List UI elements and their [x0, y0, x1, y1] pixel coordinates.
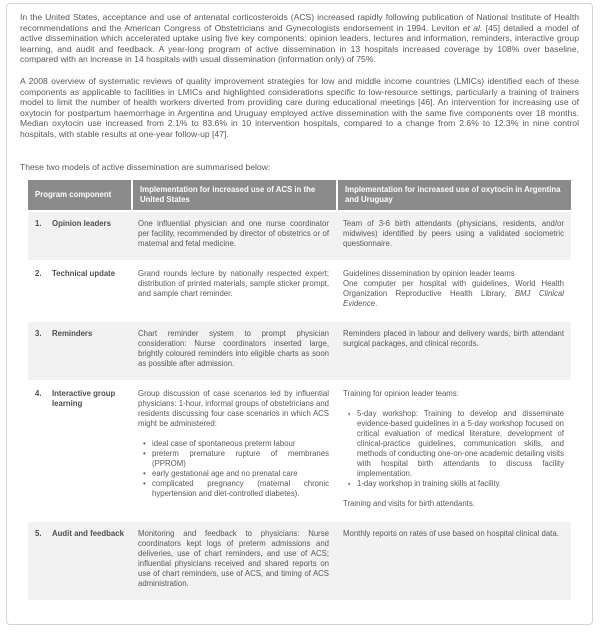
cell-paragraph [343, 329, 564, 349]
intro-paragraph-1 [20, 12, 579, 65]
text: [45] detailed a model of active dissemination which accelerated uptake using five key components: opinion leaders, lectures and information, reminders, interactive group learning, and audit and feedback. A year-long program of active dissemination in 13 hospitals increased coverage by 108% over baseline, compared with an increase in 14 hospitals with usual dissemination (information only) of 75%. [20, 22, 579, 65]
text: Team of 3-6 birth attendants (physicians, residents, and/or midwives) identified by peers using a validated sociometric questionnaire. [343, 219, 564, 249]
text: early gestational age and no prenatal care [152, 469, 298, 479]
bullet-item [143, 479, 329, 499]
text: preterm premature rupture of membranes (PPROM) [152, 449, 329, 469]
cell-program-component [28, 262, 131, 320]
cell-oxytocin-implementation [336, 212, 571, 260]
cell-us-implementation [131, 522, 336, 600]
text: Chart reminder system to prompt physician consideration: Nurse coordinators inserted large, brightly coloured reminders into eligible charts as soon as possible after admission. [138, 329, 329, 369]
text: Group discussion of case scenarios led by influential physicians: 1-hour, informal groups of obstetricians and residents discussing four case scenarios in which ACS might be administered: [138, 389, 329, 429]
cell-us-implementation [131, 212, 336, 260]
component-label: Interactive group learning [52, 389, 116, 409]
cell-paragraph [343, 499, 564, 509]
intro-paragraph-2 [20, 76, 579, 140]
row-number: 4. [35, 389, 42, 399]
italic-text: BMJ Clinical Evidence [343, 289, 564, 309]
cell-us-implementation [131, 262, 336, 320]
text: Monitoring and feedback to physicians: Nurse coordinators kept logs of preterm admissions and deliveries, use of chart reminders, and use of ACS; influential physicians received and shared reports on use of chart reminders, use of ACS, and timing of ACS administration. [138, 529, 329, 589]
cell-paragraph [343, 279, 564, 309]
cell-paragraph [138, 529, 329, 589]
text: Guidelines dissemination by opinion leader teams [343, 269, 515, 279]
component-label: Audit and feedback [52, 529, 124, 539]
text: complicated pregnancy (maternal chronic hypertension and diet-controlled diabetes). [152, 479, 329, 499]
cell-us-implementation [131, 382, 336, 520]
bullet-list [138, 439, 329, 499]
spacer [343, 399, 564, 409]
table-header-row [28, 180, 571, 210]
text: Monthly reports on rates of use based on hospital clinical data. [343, 529, 559, 539]
table-body [28, 210, 571, 600]
bullet-item [348, 479, 564, 489]
cell-program-component [28, 212, 131, 260]
text: . [375, 299, 378, 309]
italic-text: et al. [462, 22, 483, 33]
header-program-component [28, 180, 131, 210]
cell-paragraph [343, 389, 564, 399]
row-number: 5. [35, 529, 42, 539]
cell-program-component [28, 322, 131, 380]
bullet-item [143, 439, 329, 449]
table-lead-in [20, 162, 579, 173]
cell-paragraph [343, 269, 564, 279]
component-label: Technical update [52, 269, 116, 279]
cell-oxytocin-implementation [336, 382, 571, 520]
table-row-2 [28, 260, 571, 320]
text: These two models of active dissemination are summarised below: [20, 161, 271, 172]
text: In the United States, acceptance and use of antenatal corticosteroids (ACS) increased rapidly following publication of National Institute of Health recommendations and the American Congress of Obstetricians and Gynecologists endorsement in 1994. Leviton [20, 12, 579, 33]
bullet-item [143, 469, 329, 479]
bullet-item [348, 409, 564, 479]
text: Grand rounds lecture by nationally respected expert; distribution of printed materials, sample sticker prompt, and sample chart reminder. [138, 269, 329, 299]
text: 5-day workshop: Training to develop and disseminate evidence-based guidelines in a 5-day workshop focused on critical evaluation of medical literature, development of clinical-practice guidelines, communication skills, and methods of conducting one-on-one academic detailing visits with hospital birth attendants to discuss facility implementation. [357, 409, 564, 479]
row-number: 3. [35, 329, 42, 339]
text: A 2008 overview of systematic reviews of quality improvement strategies for low and middle income countries (LMICs) identified each of these components as applicable to facilities in LMICs and highlighted considerations specific to low-resource settings, particularly a training of trainers model to limit the number of health workers diverted from providing care during educational meetings [46]. An intervention for increasing use of oxytocin for postpartum haemorrhage in Argentina and Uruguay employed active dissemination with the same five components over 18 months. Median oxytocin use increased from 2.1% to 83.6% in 10 intervention hospitals, compared to a change from 2.6% to 12.3% in nine control hospitals, with stable results at one-year follow-up [47]. [20, 75, 579, 139]
row-number: 2. [35, 269, 42, 279]
cell-paragraph [138, 219, 329, 249]
text: Reminders placed in labour and delivery wards, birth attendant surgical packages, and clinical records. [343, 329, 564, 349]
spacer [343, 489, 564, 499]
cell-paragraph [343, 219, 564, 249]
spacer [138, 429, 329, 439]
text: 1-day workshop in training skills at facility. [357, 479, 502, 489]
cell-paragraph [343, 529, 564, 539]
cell-oxytocin-implementation [336, 522, 571, 600]
cell-oxytocin-implementation [336, 262, 571, 320]
header-label: Implementation for increased use of ACS in the United States [140, 185, 316, 205]
text: Training for opinion leader teams: [343, 389, 459, 399]
table-row-1 [28, 210, 571, 260]
table-row-4 [28, 380, 571, 520]
header-us-implementation [131, 180, 336, 210]
text: Training and visits for birth attendants. [343, 499, 475, 509]
intro-paragraphs [15, 12, 584, 172]
header-oxytocin-implementation [336, 180, 571, 210]
cell-oxytocin-implementation [336, 322, 571, 380]
cell-us-implementation [131, 322, 336, 380]
cell-program-component [28, 522, 131, 600]
bullet-item [143, 449, 329, 469]
table-row-5 [28, 520, 571, 600]
text: One influential physician and one nurse coordinator per facility, recommended by director of obstetrics or of maternal and fetal medicine. [138, 219, 329, 249]
header-label: Implementation for increased use of oxytocin in Argentina and Uruguay [345, 185, 561, 205]
bullet-list [343, 409, 564, 489]
row-number: 1. [35, 219, 42, 229]
dissemination-table [28, 180, 571, 600]
table-row-3 [28, 320, 571, 380]
header-label: Program component [35, 190, 112, 200]
cell-paragraph [138, 389, 329, 429]
cell-paragraph [138, 329, 329, 369]
component-label: Opinion leaders [52, 219, 111, 229]
cell-paragraph [138, 269, 329, 299]
text: ideal case of spontaneous preterm labour [152, 439, 296, 449]
cell-program-component [28, 382, 131, 520]
text: One computer per hospital with guidelines, World Health Organization Reproductive Health Library, [343, 279, 564, 299]
component-label: Reminders [52, 329, 93, 339]
document-page [6, 3, 593, 625]
